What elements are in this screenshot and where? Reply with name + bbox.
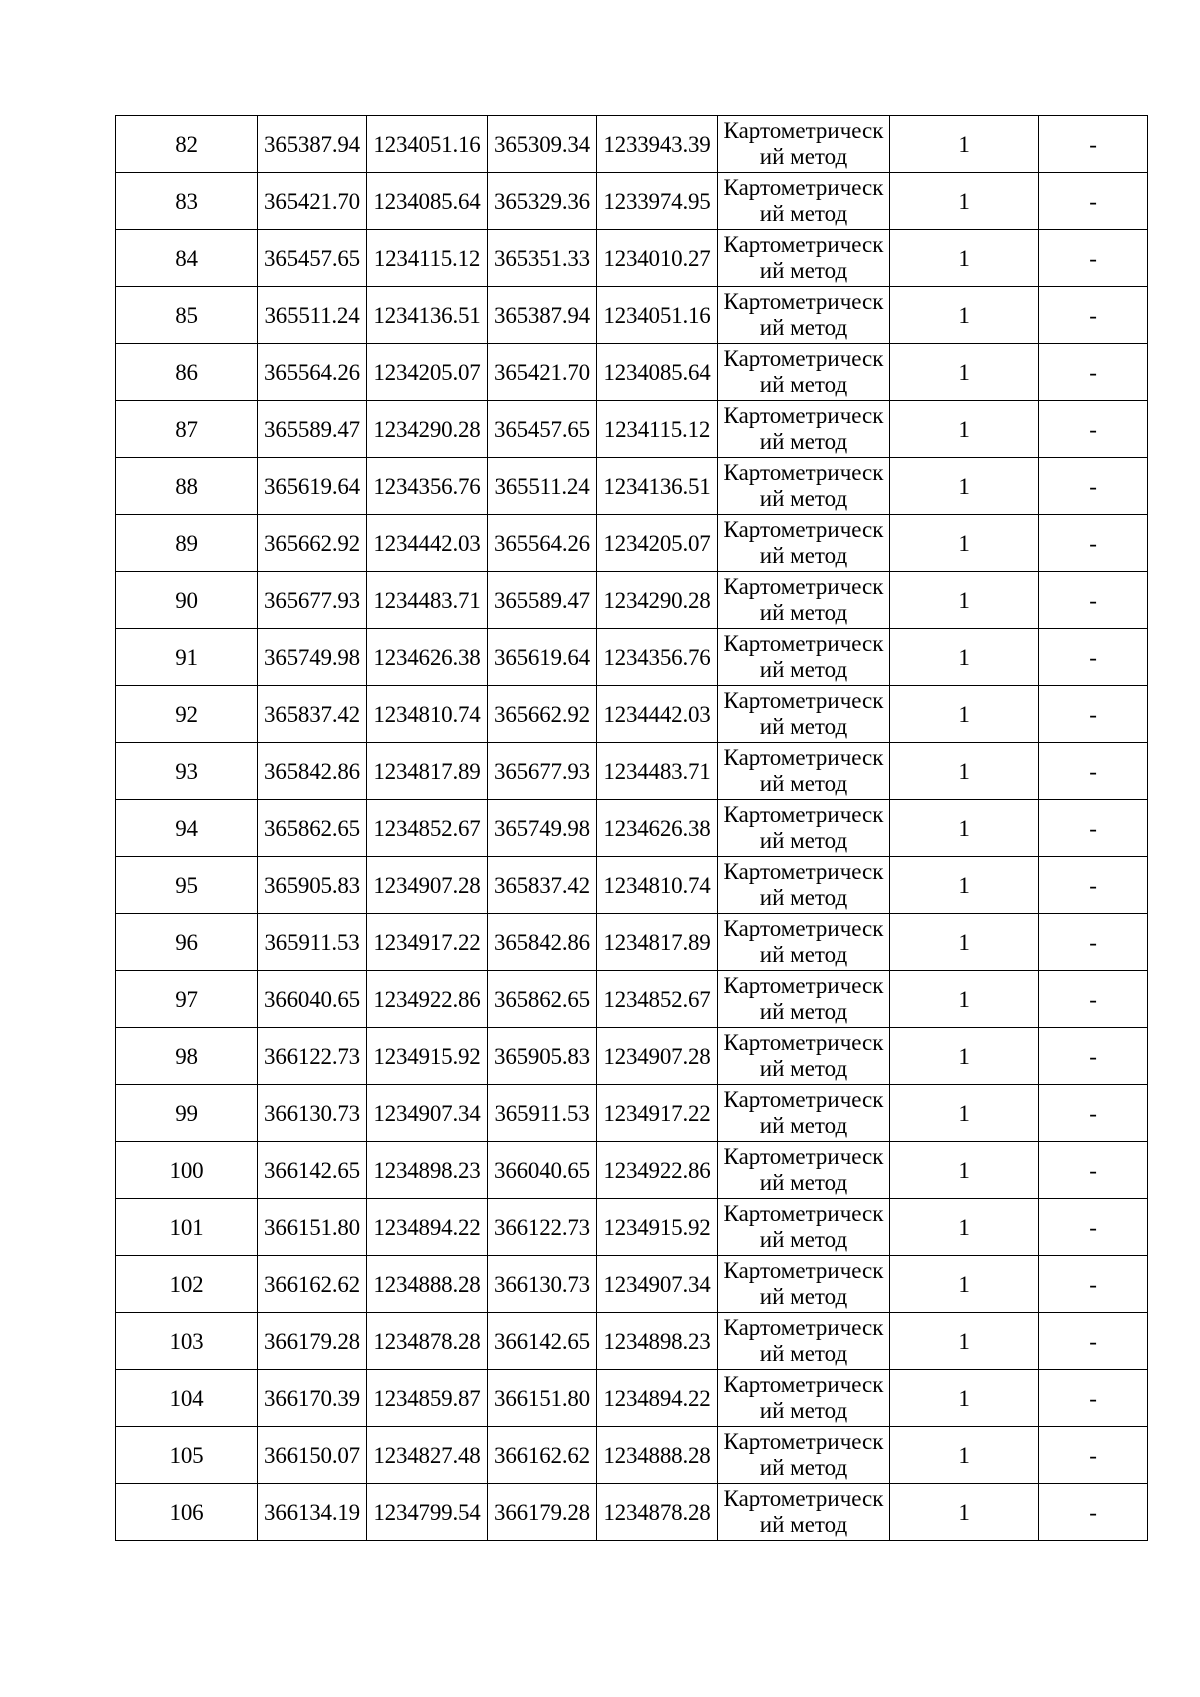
table-row: [116, 116, 1148, 173]
point-number-cell: 96: [116, 914, 258, 971]
accuracy-cell: 1: [890, 116, 1039, 173]
point-number-cell: 99: [116, 1085, 258, 1142]
y-coordinate-prev-cell: 1234290.28: [597, 572, 718, 629]
point-number-cell: 83: [116, 173, 258, 230]
table-row: [116, 914, 1148, 971]
x-coordinate-cell: 365457.65: [258, 230, 367, 287]
note-cell: -: [1039, 287, 1148, 344]
accuracy-cell: 1: [890, 230, 1039, 287]
method-line-2: ий метод: [759, 1398, 848, 1423]
y-coordinate-cell: 1234922.86: [367, 971, 488, 1028]
table-row: [116, 629, 1148, 686]
x-coordinate-cell: 365911.53: [258, 914, 367, 971]
point-number-cell: 84: [116, 230, 258, 287]
point-number-cell: 104: [116, 1370, 258, 1427]
method-cell: [718, 401, 890, 458]
method-line-2: ий метод: [759, 429, 848, 454]
x-coordinate-prev-cell: 365421.70: [488, 344, 597, 401]
y-coordinate-prev-cell: 1234051.16: [597, 287, 718, 344]
y-coordinate-prev-cell: 1234898.23: [597, 1313, 718, 1370]
accuracy-cell: 1: [890, 800, 1039, 857]
method-cell: [718, 686, 890, 743]
x-coordinate-cell: 365619.64: [258, 458, 367, 515]
point-number-cell: 87: [116, 401, 258, 458]
method-line-1: Картометрическ: [723, 289, 884, 314]
note-cell: -: [1039, 1142, 1148, 1199]
method-line-2: ий метод: [759, 543, 848, 568]
y-coordinate-cell: 1234356.76: [367, 458, 488, 515]
note-cell: -: [1039, 515, 1148, 572]
y-coordinate-prev-cell: 1234922.86: [597, 1142, 718, 1199]
accuracy-cell: 1: [890, 1256, 1039, 1313]
method-line-1: Картометрическ: [723, 1486, 884, 1511]
x-coordinate-prev-cell: 366151.80: [488, 1370, 597, 1427]
table-row: [116, 743, 1148, 800]
y-coordinate-prev-cell: 1234483.71: [597, 743, 718, 800]
table-row: [116, 1085, 1148, 1142]
accuracy-cell: 1: [890, 458, 1039, 515]
point-number-cell: 102: [116, 1256, 258, 1313]
y-coordinate-cell: 1234085.64: [367, 173, 488, 230]
y-coordinate-prev-cell: 1234888.28: [597, 1427, 718, 1484]
y-coordinate-prev-cell: 1234907.34: [597, 1256, 718, 1313]
method-line-2: ий метод: [759, 315, 848, 340]
method-line-2: ий метод: [759, 828, 848, 853]
y-coordinate-cell: 1234626.38: [367, 629, 488, 686]
table-row: [116, 230, 1148, 287]
x-coordinate-cell: 365421.70: [258, 173, 367, 230]
method-cell: [718, 287, 890, 344]
method-cell: [718, 857, 890, 914]
method-cell: [718, 1370, 890, 1427]
y-coordinate-prev-cell: 1234894.22: [597, 1370, 718, 1427]
table-row: [116, 1484, 1148, 1541]
method-cell: [718, 230, 890, 287]
method-line-2: ий метод: [759, 1056, 848, 1081]
note-cell: -: [1039, 914, 1148, 971]
accuracy-cell: 1: [890, 515, 1039, 572]
note-cell: -: [1039, 743, 1148, 800]
point-number-cell: 95: [116, 857, 258, 914]
table-row: [116, 401, 1148, 458]
method-line-2: ий метод: [759, 372, 848, 397]
x-coordinate-prev-cell: 365905.83: [488, 1028, 597, 1085]
y-coordinate-cell: 1234810.74: [367, 686, 488, 743]
accuracy-cell: 1: [890, 1028, 1039, 1085]
note-cell: -: [1039, 857, 1148, 914]
accuracy-cell: 1: [890, 914, 1039, 971]
point-number-cell: 101: [116, 1199, 258, 1256]
table-row: [116, 1256, 1148, 1313]
accuracy-cell: 1: [890, 1199, 1039, 1256]
y-coordinate-prev-cell: 1234356.76: [597, 629, 718, 686]
accuracy-cell: 1: [890, 344, 1039, 401]
table-row: [116, 287, 1148, 344]
y-coordinate-cell: 1234136.51: [367, 287, 488, 344]
x-coordinate-prev-cell: 366142.65: [488, 1313, 597, 1370]
y-coordinate-cell: 1234878.28: [367, 1313, 488, 1370]
y-coordinate-cell: 1234205.07: [367, 344, 488, 401]
method-line-1: Картометрическ: [723, 517, 884, 542]
method-line-2: ий метод: [759, 1341, 848, 1366]
note-cell: -: [1039, 1313, 1148, 1370]
x-coordinate-prev-cell: 365837.42: [488, 857, 597, 914]
method-line-2: ий метод: [759, 942, 848, 967]
note-cell: -: [1039, 173, 1148, 230]
y-coordinate-prev-cell: 1234917.22: [597, 1085, 718, 1142]
x-coordinate-cell: 366151.80: [258, 1199, 367, 1256]
table-row: [116, 1142, 1148, 1199]
method-line-1: Картометрическ: [723, 859, 884, 884]
method-line-2: ий метод: [759, 771, 848, 796]
method-cell: [718, 1313, 890, 1370]
y-coordinate-cell: 1234907.34: [367, 1085, 488, 1142]
table-row: [116, 173, 1148, 230]
point-number-cell: 105: [116, 1427, 258, 1484]
point-number-cell: 85: [116, 287, 258, 344]
note-cell: -: [1039, 686, 1148, 743]
y-coordinate-cell: 1234852.67: [367, 800, 488, 857]
x-coordinate-cell: 366134.19: [258, 1484, 367, 1541]
method-cell: [718, 971, 890, 1028]
x-coordinate-cell: 366142.65: [258, 1142, 367, 1199]
table-body: [116, 116, 1148, 1541]
table-row: [116, 458, 1148, 515]
method-line-2: ий метод: [759, 144, 848, 169]
method-line-2: ий метод: [759, 657, 848, 682]
x-coordinate-prev-cell: 365329.36: [488, 173, 597, 230]
y-coordinate-cell: 1234907.28: [367, 857, 488, 914]
x-coordinate-prev-cell: 365842.86: [488, 914, 597, 971]
y-coordinate-cell: 1234894.22: [367, 1199, 488, 1256]
accuracy-cell: 1: [890, 1085, 1039, 1142]
method-line-1: Картометрическ: [723, 1315, 884, 1340]
x-coordinate-cell: 365677.93: [258, 572, 367, 629]
accuracy-cell: 1: [890, 857, 1039, 914]
method-line-2: ий метод: [759, 1170, 848, 1195]
method-line-2: ий метод: [759, 999, 848, 1024]
y-coordinate-prev-cell: 1234817.89: [597, 914, 718, 971]
method-line-1: Картометрическ: [723, 118, 884, 143]
table-row: [116, 1427, 1148, 1484]
method-line-1: Картометрическ: [723, 1144, 884, 1169]
accuracy-cell: 1: [890, 1370, 1039, 1427]
method-cell: [718, 116, 890, 173]
x-coordinate-cell: 365511.24: [258, 287, 367, 344]
method-line-1: Картометрическ: [723, 745, 884, 770]
method-cell: [718, 743, 890, 800]
x-coordinate-prev-cell: 365862.65: [488, 971, 597, 1028]
accuracy-cell: 1: [890, 287, 1039, 344]
method-line-1: Картометрическ: [723, 346, 884, 371]
note-cell: -: [1039, 230, 1148, 287]
x-coordinate-prev-cell: 365351.33: [488, 230, 597, 287]
y-coordinate-prev-cell: 1234442.03: [597, 686, 718, 743]
method-line-2: ий метод: [759, 1455, 848, 1480]
note-cell: -: [1039, 629, 1148, 686]
y-coordinate-cell: 1234898.23: [367, 1142, 488, 1199]
table-row: [116, 971, 1148, 1028]
method-line-1: Картометрическ: [723, 973, 884, 998]
method-line-2: ий метод: [759, 486, 848, 511]
method-line-1: Картометрическ: [723, 574, 884, 599]
method-line-1: Картометрическ: [723, 232, 884, 257]
point-number-cell: 86: [116, 344, 258, 401]
method-line-1: Картометрическ: [723, 916, 884, 941]
x-coordinate-prev-cell: 365619.64: [488, 629, 597, 686]
x-coordinate-prev-cell: 365911.53: [488, 1085, 597, 1142]
point-number-cell: 91: [116, 629, 258, 686]
method-line-2: ий метод: [759, 1227, 848, 1252]
y-coordinate-prev-cell: 1234878.28: [597, 1484, 718, 1541]
method-line-2: ий метод: [759, 201, 848, 226]
table-row: [116, 1370, 1148, 1427]
method-cell: [718, 1256, 890, 1313]
method-cell: [718, 515, 890, 572]
x-coordinate-cell: 365564.26: [258, 344, 367, 401]
method-line-1: Картометрическ: [723, 802, 884, 827]
table-row: [116, 344, 1148, 401]
x-coordinate-prev-cell: 365589.47: [488, 572, 597, 629]
x-coordinate-prev-cell: 366162.62: [488, 1427, 597, 1484]
note-cell: -: [1039, 401, 1148, 458]
x-coordinate-cell: 365837.42: [258, 686, 367, 743]
note-cell: -: [1039, 1484, 1148, 1541]
x-coordinate-prev-cell: 365662.92: [488, 686, 597, 743]
table-row: [116, 1199, 1148, 1256]
method-line-1: Картометрическ: [723, 688, 884, 713]
method-line-1: Картометрическ: [723, 631, 884, 656]
x-coordinate-prev-cell: 366179.28: [488, 1484, 597, 1541]
method-line-1: Картометрическ: [723, 175, 884, 200]
note-cell: -: [1039, 1427, 1148, 1484]
method-line-1: Картометрическ: [723, 1258, 884, 1283]
note-cell: -: [1039, 1370, 1148, 1427]
point-number-cell: 88: [116, 458, 258, 515]
x-coordinate-cell: 365842.86: [258, 743, 367, 800]
method-line-2: ий метод: [759, 885, 848, 910]
accuracy-cell: 1: [890, 1427, 1039, 1484]
method-cell: [718, 629, 890, 686]
method-line-2: ий метод: [759, 1284, 848, 1309]
point-number-cell: 100: [116, 1142, 258, 1199]
y-coordinate-cell: 1234442.03: [367, 515, 488, 572]
y-coordinate-prev-cell: 1234205.07: [597, 515, 718, 572]
note-cell: -: [1039, 1199, 1148, 1256]
note-cell: -: [1039, 971, 1148, 1028]
method-cell: [718, 800, 890, 857]
method-cell: [718, 572, 890, 629]
accuracy-cell: 1: [890, 173, 1039, 230]
accuracy-cell: 1: [890, 1142, 1039, 1199]
x-coordinate-cell: 366179.28: [258, 1313, 367, 1370]
point-number-cell: 97: [116, 971, 258, 1028]
method-line-2: ий метод: [759, 258, 848, 283]
note-cell: -: [1039, 572, 1148, 629]
coordinates-table: [115, 115, 1148, 1541]
point-number-cell: 82: [116, 116, 258, 173]
method-cell: [718, 458, 890, 515]
x-coordinate-cell: 365589.47: [258, 401, 367, 458]
y-coordinate-cell: 1234483.71: [367, 572, 488, 629]
method-cell: [718, 1028, 890, 1085]
x-coordinate-cell: 365662.92: [258, 515, 367, 572]
method-line-1: Картометрическ: [723, 1429, 884, 1454]
note-cell: -: [1039, 458, 1148, 515]
y-coordinate-prev-cell: 1234907.28: [597, 1028, 718, 1085]
x-coordinate-cell: 366040.65: [258, 971, 367, 1028]
x-coordinate-cell: 366130.73: [258, 1085, 367, 1142]
y-coordinate-prev-cell: 1233943.39: [597, 116, 718, 173]
method-cell: [718, 914, 890, 971]
y-coordinate-cell: 1234915.92: [367, 1028, 488, 1085]
x-coordinate-prev-cell: 365749.98: [488, 800, 597, 857]
note-cell: -: [1039, 1256, 1148, 1313]
point-number-cell: 93: [116, 743, 258, 800]
y-coordinate-cell: 1234888.28: [367, 1256, 488, 1313]
y-coordinate-cell: 1234827.48: [367, 1427, 488, 1484]
y-coordinate-prev-cell: 1234915.92: [597, 1199, 718, 1256]
point-number-cell: 98: [116, 1028, 258, 1085]
method-line-1: Картометрическ: [723, 403, 884, 428]
x-coordinate-prev-cell: 365387.94: [488, 287, 597, 344]
y-coordinate-prev-cell: 1234136.51: [597, 458, 718, 515]
y-coordinate-prev-cell: 1233974.95: [597, 173, 718, 230]
method-line-1: Картометрическ: [723, 1201, 884, 1226]
accuracy-cell: 1: [890, 572, 1039, 629]
y-coordinate-prev-cell: 1234852.67: [597, 971, 718, 1028]
method-cell: [718, 1199, 890, 1256]
point-number-cell: 89: [116, 515, 258, 572]
method-cell: [718, 1085, 890, 1142]
x-coordinate-cell: 365387.94: [258, 116, 367, 173]
y-coordinate-cell: 1234817.89: [367, 743, 488, 800]
x-coordinate-cell: 365749.98: [258, 629, 367, 686]
accuracy-cell: 1: [890, 1313, 1039, 1370]
table-row: [116, 800, 1148, 857]
method-cell: [718, 1427, 890, 1484]
y-coordinate-cell: 1234290.28: [367, 401, 488, 458]
table-row: [116, 515, 1148, 572]
note-cell: -: [1039, 1028, 1148, 1085]
point-number-cell: 103: [116, 1313, 258, 1370]
y-coordinate-cell: 1234799.54: [367, 1484, 488, 1541]
x-coordinate-prev-cell: 365309.34: [488, 116, 597, 173]
accuracy-cell: 1: [890, 686, 1039, 743]
x-coordinate-prev-cell: 366040.65: [488, 1142, 597, 1199]
table-row: [116, 1313, 1148, 1370]
x-coordinate-prev-cell: 365511.24: [488, 458, 597, 515]
point-number-cell: 106: [116, 1484, 258, 1541]
method-line-2: ий метод: [759, 1512, 848, 1537]
y-coordinate-cell: 1234115.12: [367, 230, 488, 287]
note-cell: -: [1039, 800, 1148, 857]
method-cell: [718, 344, 890, 401]
note-cell: -: [1039, 1085, 1148, 1142]
x-coordinate-prev-cell: 365457.65: [488, 401, 597, 458]
accuracy-cell: 1: [890, 401, 1039, 458]
note-cell: -: [1039, 116, 1148, 173]
x-coordinate-prev-cell: 366122.73: [488, 1199, 597, 1256]
y-coordinate-cell: 1234859.87: [367, 1370, 488, 1427]
y-coordinate-prev-cell: 1234085.64: [597, 344, 718, 401]
note-cell: -: [1039, 344, 1148, 401]
point-number-cell: 94: [116, 800, 258, 857]
x-coordinate-prev-cell: 365677.93: [488, 743, 597, 800]
x-coordinate-cell: 365862.65: [258, 800, 367, 857]
point-number-cell: 90: [116, 572, 258, 629]
method-line-2: ий метод: [759, 600, 848, 625]
y-coordinate-cell: 1234051.16: [367, 116, 488, 173]
accuracy-cell: 1: [890, 743, 1039, 800]
y-coordinate-prev-cell: 1234810.74: [597, 857, 718, 914]
y-coordinate-prev-cell: 1234115.12: [597, 401, 718, 458]
method-line-1: Картометрическ: [723, 1372, 884, 1397]
table-row: [116, 572, 1148, 629]
table-row: [116, 857, 1148, 914]
accuracy-cell: 1: [890, 629, 1039, 686]
y-coordinate-cell: 1234917.22: [367, 914, 488, 971]
method-line-2: ий метод: [759, 714, 848, 739]
x-coordinate-prev-cell: 366130.73: [488, 1256, 597, 1313]
point-number-cell: 92: [116, 686, 258, 743]
method-line-1: Картометрическ: [723, 1087, 884, 1112]
accuracy-cell: 1: [890, 971, 1039, 1028]
method-cell: [718, 1142, 890, 1199]
accuracy-cell: 1: [890, 1484, 1039, 1541]
x-coordinate-cell: 366162.62: [258, 1256, 367, 1313]
y-coordinate-prev-cell: 1234010.27: [597, 230, 718, 287]
method-cell: [718, 173, 890, 230]
method-line-2: ий метод: [759, 1113, 848, 1138]
y-coordinate-prev-cell: 1234626.38: [597, 800, 718, 857]
x-coordinate-cell: 366170.39: [258, 1370, 367, 1427]
table-row: [116, 686, 1148, 743]
x-coordinate-cell: 365905.83: [258, 857, 367, 914]
x-coordinate-cell: 366150.07: [258, 1427, 367, 1484]
x-coordinate-prev-cell: 365564.26: [488, 515, 597, 572]
table-row: [116, 1028, 1148, 1085]
x-coordinate-cell: 366122.73: [258, 1028, 367, 1085]
method-line-1: Картометрическ: [723, 460, 884, 485]
method-cell: [718, 1484, 890, 1541]
method-line-1: Картометрическ: [723, 1030, 884, 1055]
